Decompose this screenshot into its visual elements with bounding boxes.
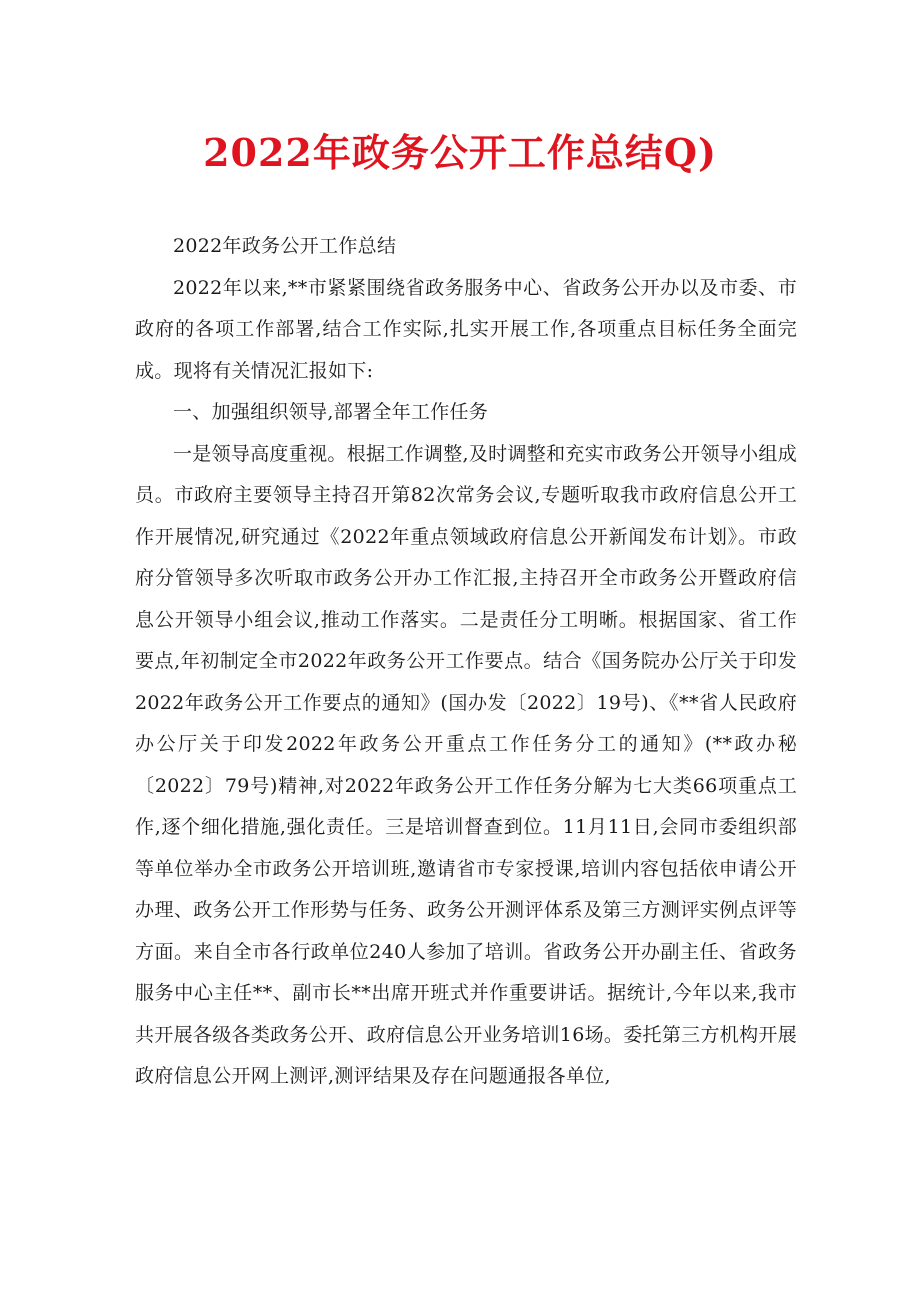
document-title: 2022年政务公开工作总结Q) xyxy=(203,130,717,175)
intro-paragraph: 2022年以来,**市紧紧围绕省政务服务中心、省政务公开办以及市委、市政府的各项工作部署,结合工作实际,扎实开展工作,各项重点目标任务全面完成。现将有关情况汇报如下: xyxy=(135,276,797,382)
subtitle-paragraph: 2022年政务公开工作总结 xyxy=(173,235,397,257)
section-heading: 一、加强组织领导,部署全年工作任务 xyxy=(173,401,489,423)
document-body xyxy=(135,226,797,1098)
body-paragraph: 一是领导高度重视。根据工作调整,及时调整和充实市政务公开领导小组成员。市政府主要领导主持召开第82次常务会议,专题听取我市政府信息公开工作开展情况,研究通过《2022年重点领域政府信息公开新闻发布计划》。市政府分管领导多次听取市政务公开办工作汇报,主持召开全市政务公开暨政府信息公开领导小组会议,推动工作落实。二是责任分工明晰。根据国家、省工作要点,年初制定全市2022年政务公开工作要点。结合《国务院办公厅关于印发2022年政务公开工作要点的通知》(国办发〔2022〕19号)、《**省人民政府办公厅关于印发2022年政务公开重点工作任务分工的通知》(**政办秘〔2022〕79号)精神,对2022年政务公开工作任务分解为七大类66项重点工作,逐个细化措施,强化责任。三是培训督查到位。11月11日,会同市委组织部等单位举办全市政务公开培训班,邀请省市专家授课,培训内容包括依申请公开办理、政务公开工作形势与任务、政务公开测评体系及第三方测评实例点评等方面。来自全市各行政单位240人参加了培训。省政务公开办副主任、省政务服务中心主任**、副市长**出席开班式并作重要讲话。据统计,今年以来,我市共开展各级各类政务公开、政府信息公开业务培训16场。委托第三方机构开展政府信息公开网上测评,测评结果及存在问题通报各单位, xyxy=(135,442,797,1087)
